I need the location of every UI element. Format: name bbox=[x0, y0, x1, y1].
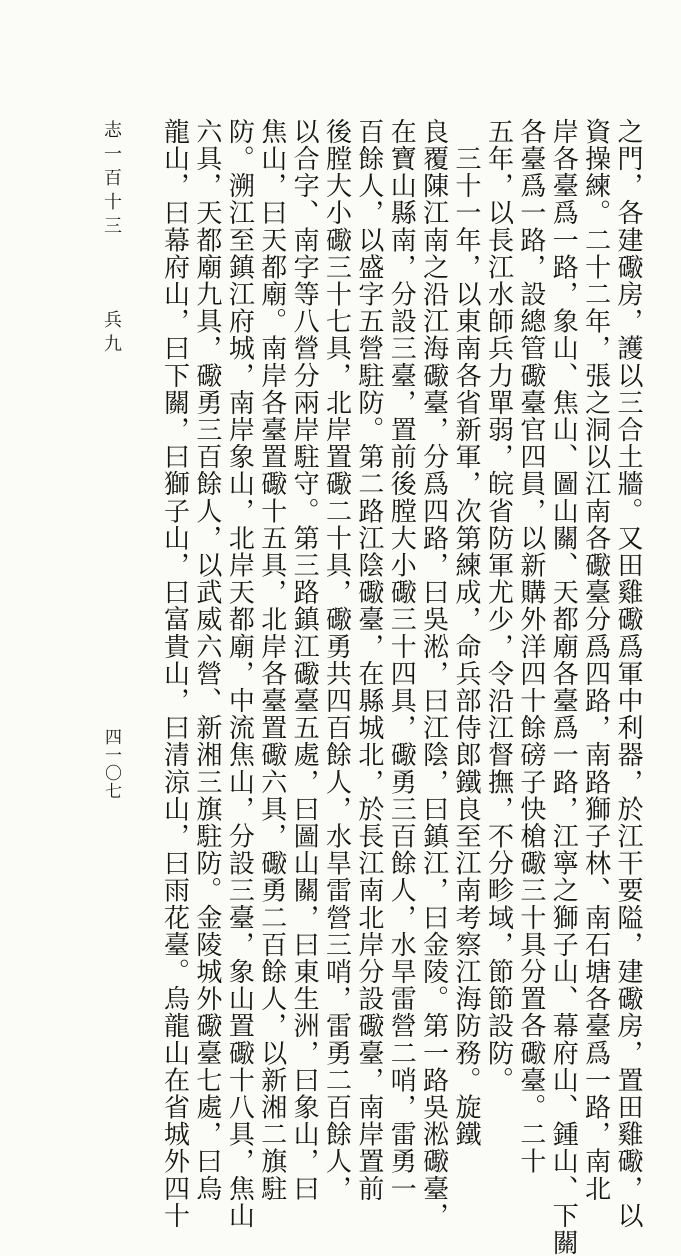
text-column: 各臺爲一路，設總管礮臺官四員，以新購外洋四十餘磅子快槍礮三十具分置各礮臺。二十 bbox=[515, 118, 546, 1175]
text-column: 在寶山縣南，分設三臺，置前後膛大小礮三十四具，礮勇三百餘人，水旱雷營二哨，雷勇一 bbox=[386, 118, 417, 1202]
text-column: 岸各臺爲一路，象山、焦山、圖山關、天都廟各臺爲一路，江寧之獅子山、幕府山、鍾山、下關 bbox=[548, 118, 579, 1256]
text-column: 後膛大小礮三十七具，北岸置礮二十具，礮勇共四百餘人，水旱雷營三哨，雷勇二百餘人， bbox=[321, 118, 352, 1202]
text-column: 五年，以長江水師兵力單弱，皖省防軍尤少，令沿江督撫，不分畛域，節節設防。 bbox=[483, 118, 514, 1094]
page-number: 四一〇七 bbox=[101, 728, 121, 800]
text-column: 焦山，曰天都廟。南岸各臺置礮十五具，北岸各臺置礮六具，礮勇二百餘人，以新湘二旗駐 bbox=[256, 118, 287, 1202]
text-column: 之門，各建礮房，護以三合土牆。又田雞礮爲軍中利器，於江干要隘，建礮房，置田雞礮，以 bbox=[613, 118, 643, 1230]
text-column: 百餘人，以盛字五營駐防。第二路江陰礮臺，在縣城北，於長江南北岸分設礮臺，南岸置前 bbox=[353, 118, 384, 1202]
text-column: 龍山，曰幕府山，曰下關，曰獅子山，曰富貴山，曰清涼山，曰雨花臺。烏龍山在省城外四十 bbox=[159, 118, 190, 1230]
margin-section-title: 兵九 bbox=[101, 310, 122, 358]
text-column: 防。溯江至鎮江府城，南岸象山，北岸天都廟，中流焦山，分設三臺，象山置礮十八具，焦山 bbox=[224, 118, 255, 1230]
margin-volume-title: 志一百十三 bbox=[101, 120, 122, 240]
text-column: 資操練。二十二年，張之洞以江南各礮臺分爲四路，南路獅子林、南石塘各臺爲一路，南北 bbox=[580, 118, 611, 1202]
text-column: 良覆陳江南之沿江海礮臺，分爲四路，曰吳淞，曰江陰，曰鎮江，曰金陵。第一路吳淞礮臺， bbox=[418, 118, 449, 1230]
text-column: 以合字、南字等八營分兩岸駐守。第三路鎮江礮臺五處，曰圖山關，曰東生洲，曰象山，曰 bbox=[289, 118, 320, 1202]
main-text-block bbox=[159, 118, 643, 1256]
text-column: 三十一年，以東南各省新軍，次第練成，命兵部侍郎鐵良至江南考察江海防務。旋鐵 bbox=[451, 118, 482, 1148]
text-column: 六具，天都廟九具，礮勇三百餘人，以武威六營、新湘三旗駐防。金陵城外礮臺七處，曰烏 bbox=[191, 118, 222, 1202]
